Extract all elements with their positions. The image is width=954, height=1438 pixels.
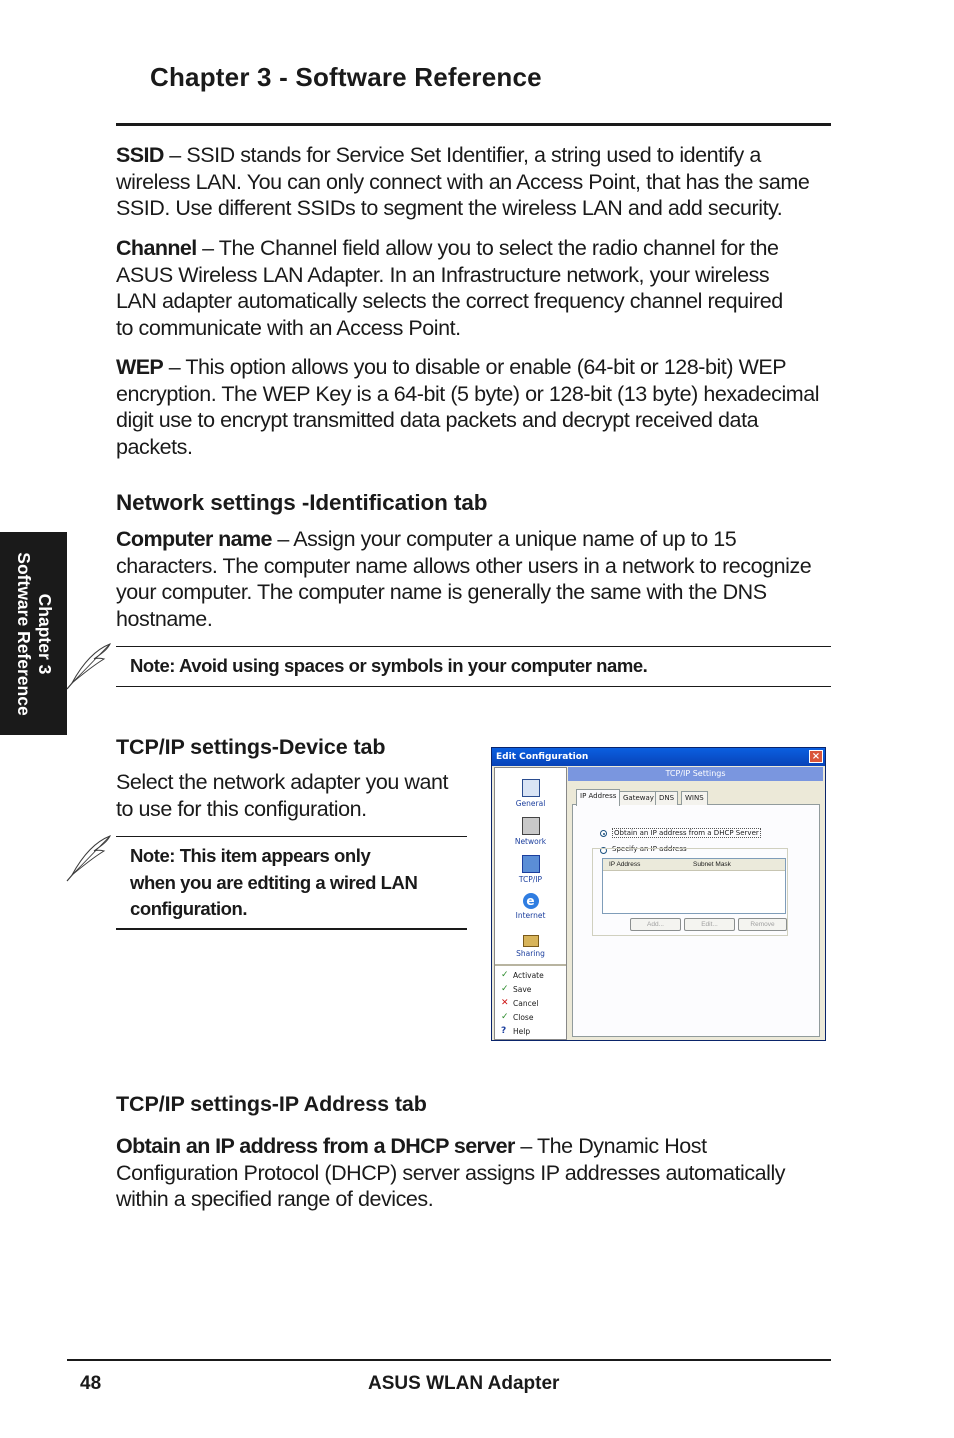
sidebar-item-internet[interactable]: e Internet	[515, 894, 546, 920]
sharing-icon	[523, 935, 539, 947]
footer-rule	[67, 1359, 831, 1361]
remove-button[interactable]: Remove	[738, 918, 787, 931]
action-close[interactable]: ✓ Close	[501, 1012, 534, 1022]
ssid-term: SSID	[116, 143, 164, 167]
activate-icon: ✓	[501, 970, 509, 980]
footer-title: ASUS WLAN Adapter	[368, 1373, 560, 1394]
tcpip-icon	[522, 855, 540, 873]
close-icon: ✓	[501, 1012, 509, 1022]
header-rule	[116, 123, 831, 126]
dialog-title: Edit Configuration	[492, 748, 825, 766]
channel-text: – The Channel field allow you to select the radio channel for the ASUS Wireless LAN Adapter. In an Infrastructure network, your wireless LAN adapter automatically selects the correct frequency channel required to communicate with an Access Point.	[116, 236, 783, 340]
sidebar-separator	[495, 964, 566, 966]
device-note	[130, 843, 460, 923]
note-top-rule	[116, 646, 831, 647]
wep-term: WEP	[116, 355, 164, 379]
sidebar-item-tcpip[interactable]: TCP/IP	[495, 855, 566, 884]
tab-dns[interactable]: DNS	[655, 791, 678, 805]
internet-explorer-icon: e	[523, 893, 539, 909]
device-note-line3: configuration.	[130, 898, 248, 919]
add-button[interactable]: Add...	[630, 918, 681, 931]
ip-address-list[interactable]	[602, 858, 786, 914]
tcpip-settings-header: TCP/IP Settings	[568, 767, 823, 781]
quill-icon	[64, 641, 114, 691]
action-help[interactable]: ? Help	[501, 1026, 531, 1036]
edit-button[interactable]: Edit...	[684, 918, 735, 931]
radio-specify-label: Specify an IP address	[612, 845, 687, 853]
radio-dhcp[interactable]	[600, 830, 607, 837]
sidebar-item-network[interactable]: Network	[495, 817, 566, 846]
note-bottom-rule	[116, 686, 831, 687]
save-icon: ✓	[501, 984, 509, 994]
device-note-top-rule	[116, 836, 467, 837]
computer-name-text: – Assign your computer a unique name of up to 15 characters. The computer name allows other users in a network to recognize your computer. The computer name is generally the same with the DNS hostname.	[116, 527, 812, 631]
chapter-side-tab	[0, 532, 67, 735]
computer-name-paragraph	[116, 526, 828, 632]
network-icon	[522, 817, 540, 835]
general-icon	[522, 779, 540, 797]
wep-text: – This option allows you to disable or enable (64-bit or 128-bit) WEP encryption. The WEP Key is a 64-bit (5 byte) or 128-bit (13 byte) hexadecimal digit use to encrypt transmitted data packets and decrypt received data packets.	[116, 355, 820, 459]
dhcp-text: – The Dynamic Host Configuration Protocol (DHCP) server assigns IP addresses automatically within a specified range of devices.	[116, 1134, 786, 1211]
computer-name-term: Computer name	[116, 527, 272, 551]
sidebar-item-general[interactable]: General	[495, 779, 566, 808]
sidebar-item-sharing[interactable]: Sharing	[495, 931, 566, 958]
device-note-line2: when you are edtiting a wired LAN	[130, 871, 418, 893]
dialog-sidebar	[494, 767, 567, 1040]
chapter-title: Chapter 3 - Software Reference	[150, 62, 542, 92]
ip-address-tab-heading: TCP/IP settings-IP Address tab	[116, 1092, 427, 1116]
device-note-bottom-rule	[116, 928, 467, 930]
help-icon: ?	[501, 1026, 507, 1036]
action-activate[interactable]: ✓ Activate	[501, 970, 544, 980]
wep-paragraph	[116, 354, 828, 460]
col-subnet-mask: Subnet Mask	[693, 861, 731, 868]
action-save[interactable]: ✓ Save	[501, 984, 532, 994]
device-tab-text: Select the network adapter you want to use for this configuration.	[116, 770, 449, 821]
col-ip-address: IP Address	[609, 861, 641, 868]
channel-paragraph	[116, 235, 796, 341]
quill-icon-2	[64, 833, 114, 883]
tab-wins[interactable]: WINS	[681, 791, 708, 805]
tab-gateway[interactable]: Gateway	[619, 791, 658, 805]
ssid-text: – SSID stands for Service Set Identifier, a string used to identify a wireless LAN. You can only connect with an Access Point, that has the same SSID. Use different SSIDs to segment the wireless LAN and add security.	[116, 143, 810, 220]
side-tab-section: Software Reference	[13, 551, 34, 716]
computer-name-note: Note: Avoid using spaces or symbols in your computer name.	[130, 655, 648, 676]
tab-ip-address[interactable]: IP Address	[576, 789, 620, 806]
ssid-paragraph	[116, 142, 828, 222]
radio-dhcp-label: Obtain an IP address from a DHCP Server	[614, 829, 759, 837]
page-number: 48	[80, 1373, 102, 1394]
action-cancel[interactable]: ✕ Cancel	[501, 998, 539, 1008]
side-tab-chapter: Chapter 3	[34, 593, 55, 674]
dialog-close-button[interactable]: ×	[809, 750, 823, 763]
device-note-line1: Note: This item appears only	[130, 845, 371, 866]
ip-list-header	[603, 859, 785, 871]
dhcp-term: Obtain an IP address from a DHCP server	[116, 1134, 515, 1158]
cancel-icon: ✕	[501, 998, 509, 1008]
device-tab-heading: TCP/IP settings-Device tab	[116, 735, 386, 759]
dhcp-paragraph	[116, 1133, 796, 1213]
identification-heading: Network settings -Identification tab	[116, 490, 488, 515]
channel-term: Channel	[116, 236, 197, 260]
